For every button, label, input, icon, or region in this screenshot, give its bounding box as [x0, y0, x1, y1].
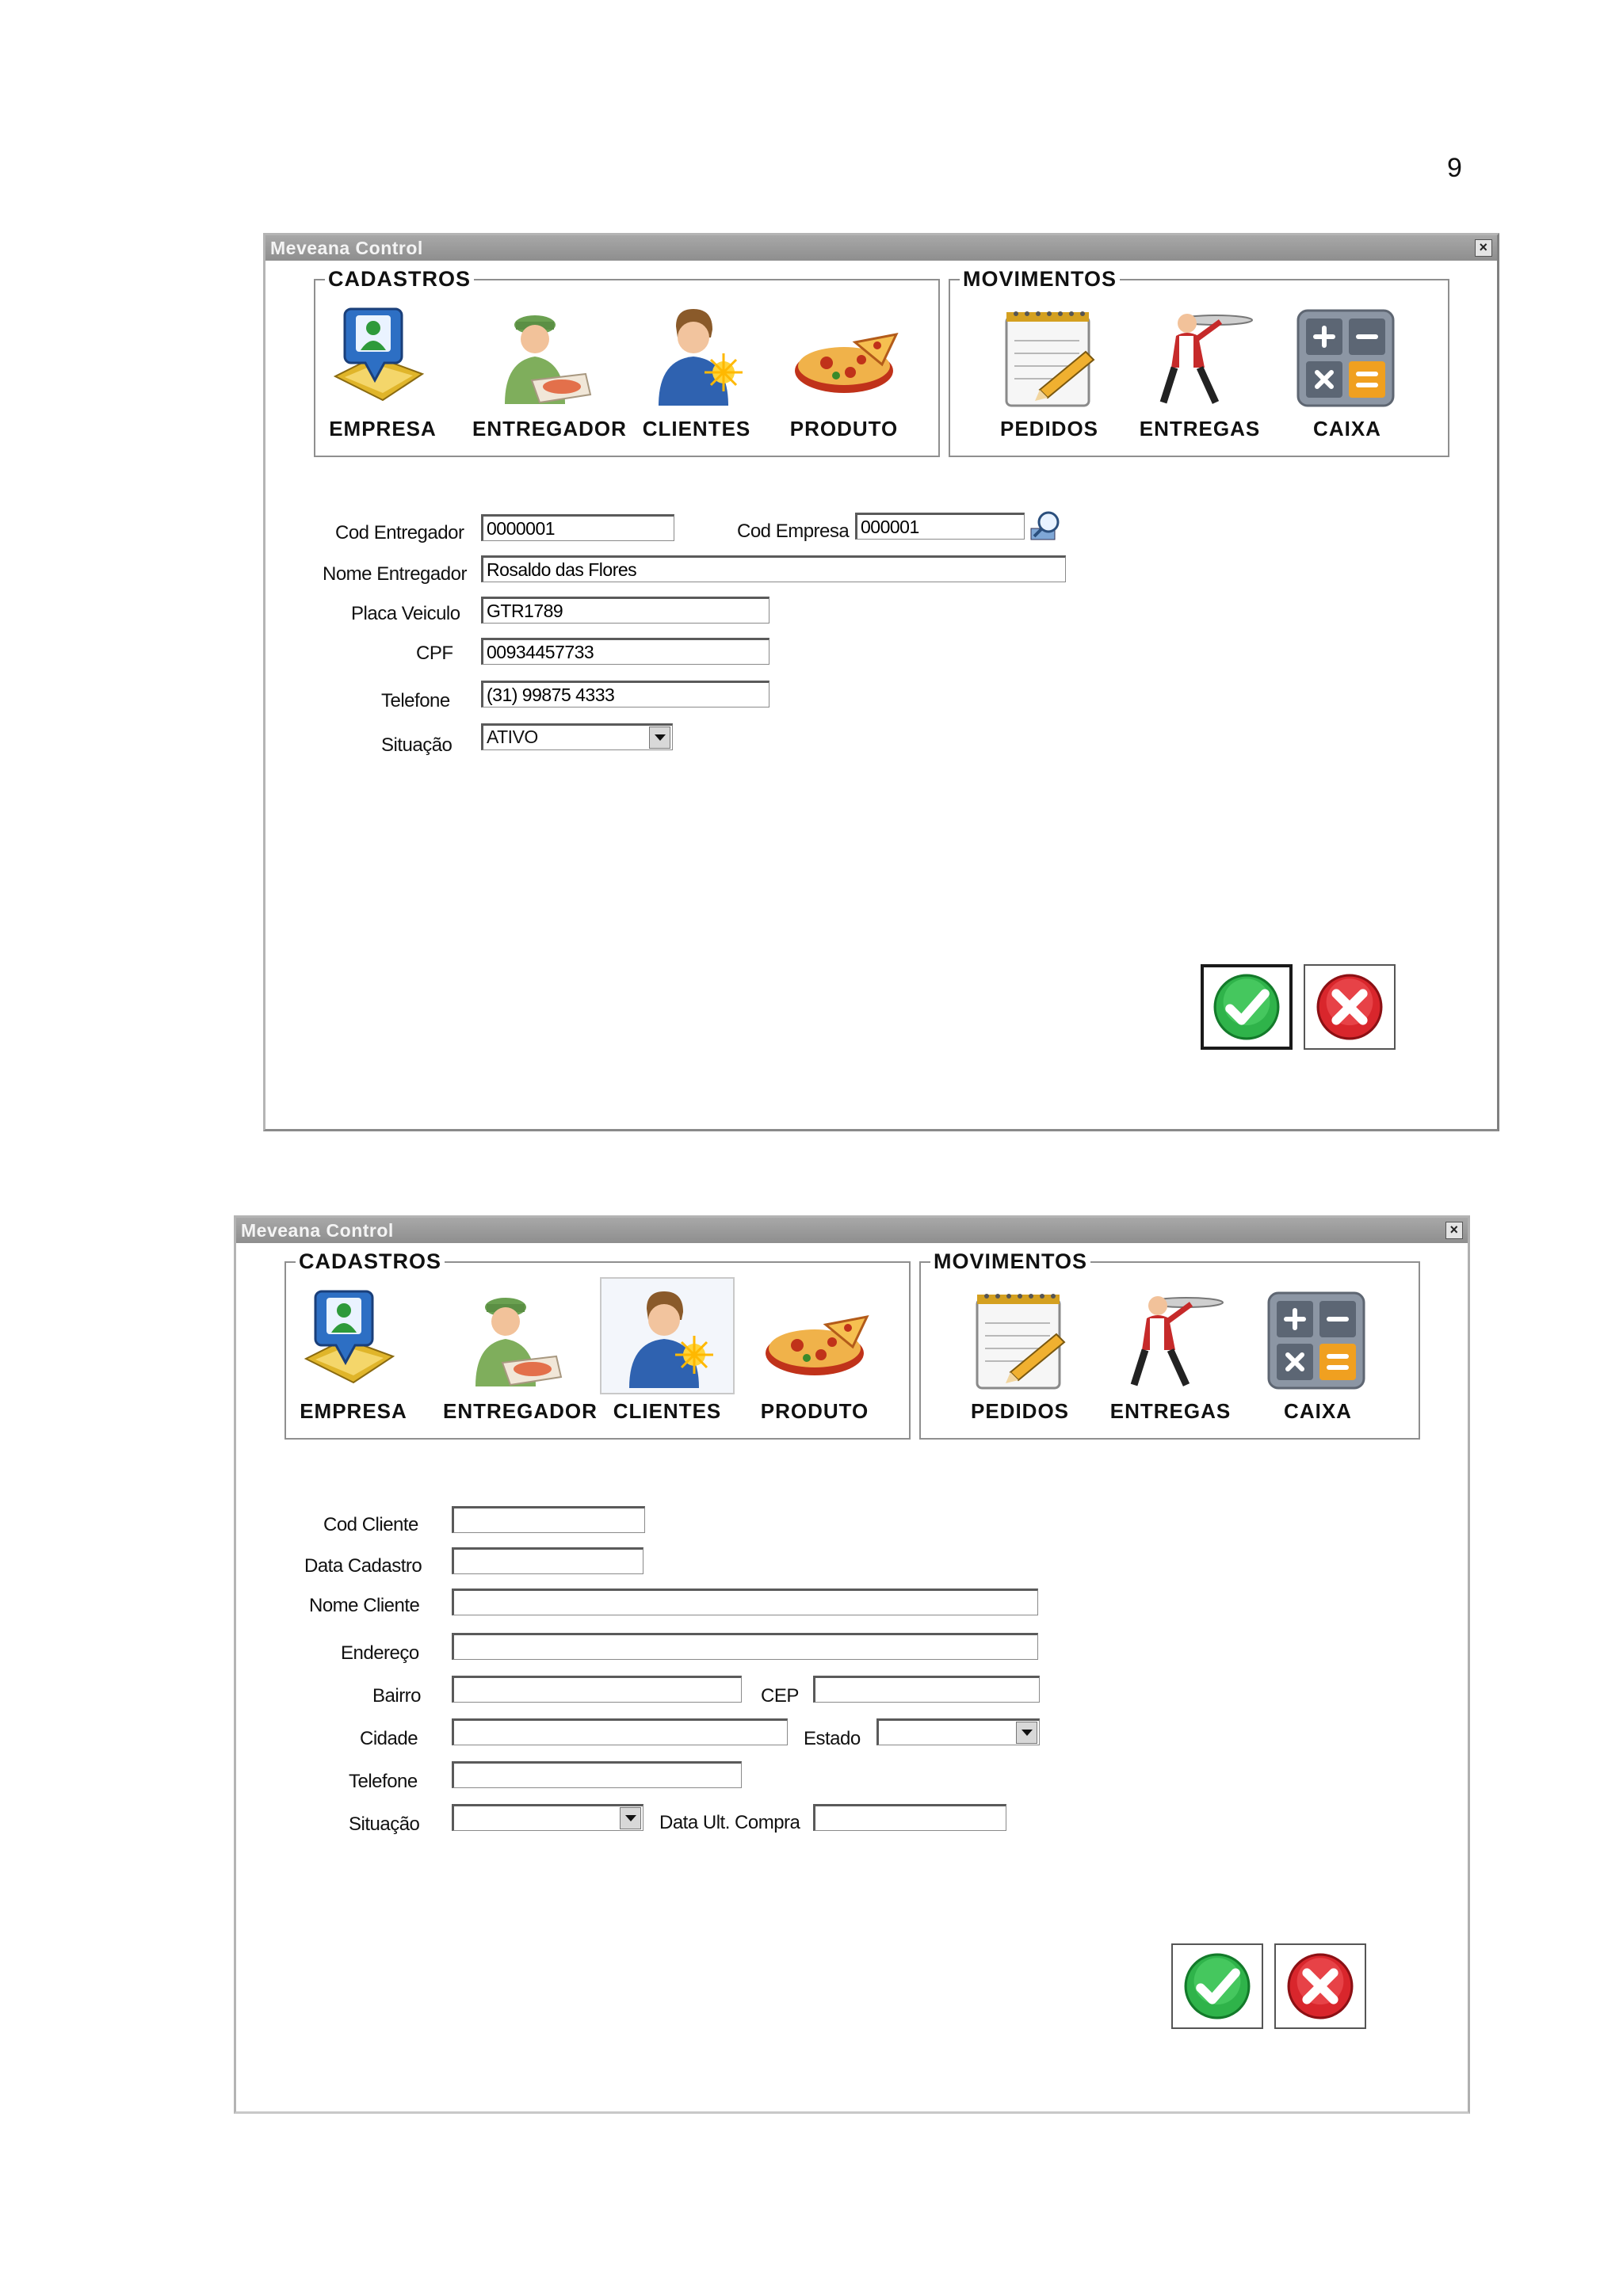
- movimentos-legend: MOVIMENTOS: [934, 1249, 1088, 1273]
- map-pin-person-icon: [327, 301, 438, 412]
- situacao-select[interactable]: [481, 723, 673, 750]
- empresa-button[interactable]: [315, 295, 450, 441]
- calculator-icon: [1292, 301, 1403, 412]
- red-x-icon: [1287, 1953, 1354, 2019]
- data-cadastro-label: Data Cadastro: [304, 1555, 422, 1577]
- data-ult-compra-label: Data Ult. Compra: [659, 1812, 800, 1833]
- entregas-button[interactable]: [1132, 295, 1267, 441]
- cancel-button[interactable]: [1304, 964, 1396, 1050]
- nome-entregador-label: Nome Entregador: [323, 563, 467, 585]
- cep-input[interactable]: [813, 1676, 1040, 1703]
- telefone-input[interactable]: [481, 681, 769, 707]
- cadastros-legend: CADASTROS: [299, 1249, 442, 1273]
- confirm-button[interactable]: [1201, 964, 1293, 1050]
- produto-button[interactable]: [777, 295, 911, 441]
- notepad-pencil-icon: [994, 301, 1105, 412]
- entregas-label: ENTREGAS: [1139, 417, 1261, 441]
- cadastros-group: [314, 267, 940, 457]
- produto-button[interactable]: [747, 1277, 882, 1424]
- delivery-man-icon: [484, 301, 595, 412]
- entregador-button[interactable]: [472, 295, 627, 441]
- caixa-label: CAIXA: [1313, 417, 1381, 441]
- cod-empresa-input[interactable]: [855, 513, 1025, 540]
- map-pin-person-icon: [298, 1283, 409, 1394]
- close-icon: ×: [1449, 1222, 1459, 1238]
- clientes-window: [234, 1215, 1470, 2114]
- movimentos-group: [949, 267, 1449, 457]
- cpf-input[interactable]: [481, 638, 769, 665]
- estado-select[interactable]: [876, 1718, 1040, 1745]
- data-cadastro-input[interactable]: [452, 1547, 643, 1574]
- empresa-label: EMPRESA: [329, 417, 437, 441]
- pizza-icon: [759, 1283, 870, 1394]
- window-titlebar[interactable]: [265, 235, 1497, 261]
- cidade-label: Cidade: [360, 1728, 418, 1749]
- clientes-button[interactable]: [629, 295, 764, 441]
- cidade-input[interactable]: [452, 1718, 788, 1745]
- confirm-button[interactable]: [1171, 1943, 1263, 2029]
- cod-entregador-label: Cod Entregador: [335, 522, 464, 543]
- entregador-label: ENTREGADOR: [443, 1399, 598, 1423]
- green-check-icon: [1213, 974, 1280, 1040]
- client-person-icon: [612, 1283, 723, 1394]
- entregador-button[interactable]: [443, 1277, 598, 1424]
- nome-entregador-input[interactable]: [481, 555, 1066, 582]
- cod-entregador-input[interactable]: [481, 514, 674, 541]
- clientes-label: CLIENTES: [642, 417, 751, 441]
- bairro-label: Bairro: [372, 1685, 422, 1707]
- cancel-button[interactable]: [1274, 1943, 1366, 2029]
- magnifier-icon[interactable]: [1029, 509, 1061, 541]
- situacao-value: ATIVO: [487, 727, 538, 747]
- telefone-label: Telefone: [349, 1771, 418, 1792]
- red-x-icon: [1316, 974, 1383, 1040]
- cod-empresa-label: Cod Empresa: [737, 521, 850, 542]
- calculator-icon: [1262, 1283, 1373, 1394]
- cep-label: CEP: [761, 1685, 799, 1707]
- bairro-input[interactable]: [452, 1676, 742, 1703]
- entregador-label: ENTREGADOR: [472, 417, 627, 441]
- placa-veiculo-input[interactable]: [481, 597, 769, 624]
- empresa-label: EMPRESA: [300, 1399, 407, 1423]
- endereco-input[interactable]: [452, 1633, 1038, 1660]
- produto-label: PRODUTO: [760, 1399, 869, 1423]
- entregas-button[interactable]: [1103, 1277, 1238, 1424]
- situacao-select[interactable]: [452, 1804, 643, 1831]
- situacao-label: Situação: [349, 1814, 420, 1835]
- endereco-label: Endereço: [341, 1642, 419, 1664]
- green-check-icon: [1184, 1953, 1251, 2019]
- nome-cliente-input[interactable]: [452, 1589, 1038, 1615]
- entregador-window: [263, 233, 1499, 1131]
- chevron-down-icon[interactable]: [620, 1807, 641, 1829]
- pizza-icon: [789, 301, 899, 412]
- window-titlebar[interactable]: [236, 1218, 1468, 1243]
- cadastros-legend: CADASTROS: [328, 267, 472, 291]
- cod-cliente-input[interactable]: [452, 1506, 645, 1533]
- close-button[interactable]: [1475, 239, 1492, 257]
- data-ult-compra-input[interactable]: [813, 1804, 1006, 1831]
- waiter-icon: [1115, 1283, 1226, 1394]
- caixa-label: CAIXA: [1284, 1399, 1352, 1423]
- cod-cliente-label: Cod Cliente: [323, 1514, 418, 1535]
- page-number: 9: [1447, 153, 1462, 183]
- placa-veiculo-label: Placa Veiculo: [351, 603, 460, 624]
- telefone-input[interactable]: [452, 1761, 742, 1788]
- close-icon: ×: [1479, 239, 1488, 255]
- cadastros-group: [285, 1249, 911, 1440]
- clientes-button[interactable]: [600, 1277, 735, 1424]
- close-button[interactable]: [1445, 1222, 1463, 1239]
- nome-cliente-label: Nome Cliente: [309, 1595, 420, 1616]
- situacao-label: Situação: [381, 734, 453, 756]
- entregas-label: ENTREGAS: [1109, 1399, 1232, 1423]
- window-title: Meveana Control: [241, 1220, 394, 1241]
- telefone-label: Telefone: [381, 690, 450, 711]
- cpf-label: CPF: [416, 643, 453, 664]
- caixa-button[interactable]: [1280, 295, 1415, 441]
- movimentos-legend: MOVIMENTOS: [963, 267, 1117, 291]
- empresa-button[interactable]: [286, 1277, 421, 1424]
- chevron-down-icon[interactable]: [1016, 1722, 1037, 1744]
- pedidos-label: PEDIDOS: [999, 417, 1099, 441]
- produto-label: PRODUTO: [789, 417, 899, 441]
- pedidos-button[interactable]: [953, 1277, 1087, 1424]
- notepad-pencil-icon: [964, 1283, 1075, 1394]
- movimentos-group: [919, 1249, 1420, 1440]
- window-title: Meveana Control: [270, 238, 423, 258]
- pedidos-label: PEDIDOS: [970, 1399, 1070, 1423]
- waiter-icon: [1144, 301, 1255, 412]
- estado-label: Estado: [804, 1728, 861, 1749]
- clientes-label: CLIENTES: [613, 1399, 722, 1423]
- caixa-button[interactable]: [1251, 1277, 1385, 1424]
- chevron-down-icon[interactable]: [649, 727, 670, 749]
- pedidos-button[interactable]: [982, 295, 1117, 441]
- delivery-man-icon: [455, 1283, 566, 1394]
- client-person-icon: [641, 301, 752, 412]
